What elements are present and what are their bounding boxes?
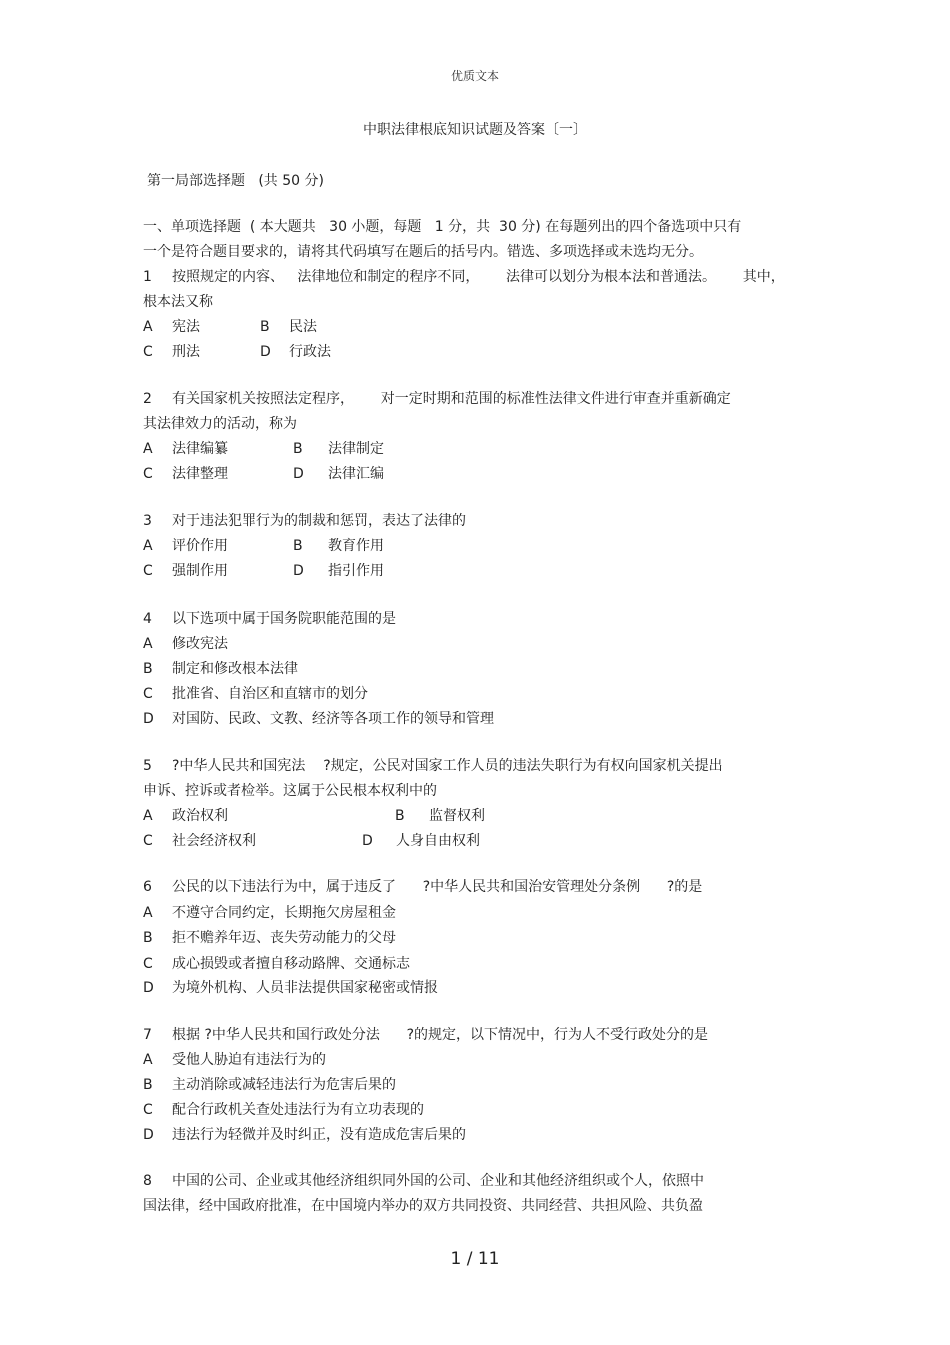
question-5 [143, 757, 723, 775]
option-b: B 制定和修改根本法律 [143, 661, 298, 677]
option-b: B 监督权利 [395, 808, 485, 824]
question-4 [143, 610, 396, 628]
question-8-cont: 国法律，经中国政府批准，在中国境内举办的双方共同投资、共同经营、共担风险、共负盈 [143, 1198, 703, 1214]
option-a: A 修改宪法 [143, 636, 228, 652]
option-c: C 配合行政机关查处违法行为有立功表现的 [143, 1102, 424, 1118]
question-2 [143, 390, 731, 408]
option-b: B 法律制定 [293, 441, 384, 457]
option-b: B 民法 [260, 319, 317, 335]
question-number: 3 [143, 513, 152, 529]
option-a: A 法律编纂 [143, 441, 228, 457]
question-number: 8 [143, 1173, 152, 1189]
question-text: 中国的公司、企业或其他经济组织同外国的公司、企业和其他经济组织或个人，依照中 [172, 1173, 704, 1189]
question-text: 有关国家机关按照法定程序， 对一定时期和范围的标准性法律文件进行审查并重新确定 [172, 391, 731, 407]
question-6 [143, 878, 702, 896]
option-c: C 成心损毁或者擅自移动路牌、交通标志 [143, 956, 410, 972]
option-b: B 拒不赡养年迈、丧失劳动能力的父母 [143, 930, 396, 946]
option-d: D 对国防、民政、文教、经济等各项工作的领导和管理 [143, 711, 494, 727]
question-8 [143, 1172, 704, 1190]
question-text: ?中华人民共和国宪法 ?规定，公民对国家工作人员的违法失职行为有权向国家机关提出 [172, 758, 723, 774]
option-d: D 行政法 [260, 344, 331, 360]
question-number: 1 [143, 269, 152, 285]
question-text: 公民的以下违法行为中，属于违反了 ?中华人民共和国治安管理处分条例 ?的是 [172, 879, 703, 895]
document-title: 中职法律根底知识试题及答案〔一〕 [363, 122, 587, 138]
option-a: A 政治权利 [143, 808, 228, 824]
option-d: D 法律汇编 [293, 466, 384, 482]
question-text: 根据 ?中华人民共和国行政处分法 ?的规定，以下情况中，行为人不受行政处分的是 [172, 1027, 709, 1043]
question-number: 4 [143, 611, 152, 627]
question-text: 对于违法犯罪行为的制裁和惩罚，表达了法律的 [172, 513, 466, 529]
part-heading: 第一局部选择题 (共 50 分) [147, 173, 324, 189]
option-c: C 刑法 [143, 344, 200, 360]
option-a: A 受他人胁迫有违法行为的 [143, 1052, 326, 1068]
option-d: D 违法行为轻微并及时纠正，没有造成危害后果的 [143, 1127, 466, 1143]
question-text: 按照规定的内容、 法律地位和制定的程序不同， 法律可以划分为根本法和普通法。 其中， [172, 269, 785, 285]
question-5-cont: 申诉、控诉或者检举。这属于公民根本权利中的 [143, 783, 437, 799]
option-c: C 社会经济权利 [143, 833, 256, 849]
option-c: C 批准省、自治区和直辖市的划分 [143, 686, 368, 702]
option-a: A 评价作用 [143, 538, 228, 554]
option-b: B 主动消除或减轻违法行为危害后果的 [143, 1077, 396, 1093]
page-number: 1 / 11 [450, 1249, 500, 1269]
intro-line-1: 一、单项选择题 ( 本大题共 30 小题，每题 1 分，共 30 分) 在每题列出的四个备选项中只有 [143, 219, 742, 235]
question-number: 7 [143, 1027, 152, 1043]
question-text: 以下选项中属于国务院职能范围的是 [172, 611, 396, 627]
question-7 [143, 1026, 708, 1044]
question-number: 6 [143, 879, 152, 895]
question-1 [143, 268, 785, 286]
option-a: A 不遵守合同约定，长期拖欠房屋租金 [143, 905, 396, 921]
question-3 [143, 512, 466, 530]
option-d: D 人身自由权利 [362, 833, 480, 849]
page-header: 优质文本 [450, 69, 499, 83]
question-2-cont: 其法律效力的活动，称为 [143, 416, 297, 432]
option-a: A 宪法 [143, 319, 200, 335]
question-1-cont: 根本法又称 [143, 294, 213, 310]
question-number: 5 [143, 758, 152, 774]
option-c: C 法律整理 [143, 466, 228, 482]
option-d: D 为境外机构、人员非法提供国家秘密或情报 [143, 980, 438, 996]
option-b: B 教育作用 [293, 538, 384, 554]
option-d: D 指引作用 [293, 563, 384, 579]
question-number: 2 [143, 391, 152, 407]
option-c: C 强制作用 [143, 563, 228, 579]
intro-line-2: 一个是符合题目要求的，请将其代码填写在题后的括号内。错选、多项选择或未选均无分。 [143, 244, 703, 260]
